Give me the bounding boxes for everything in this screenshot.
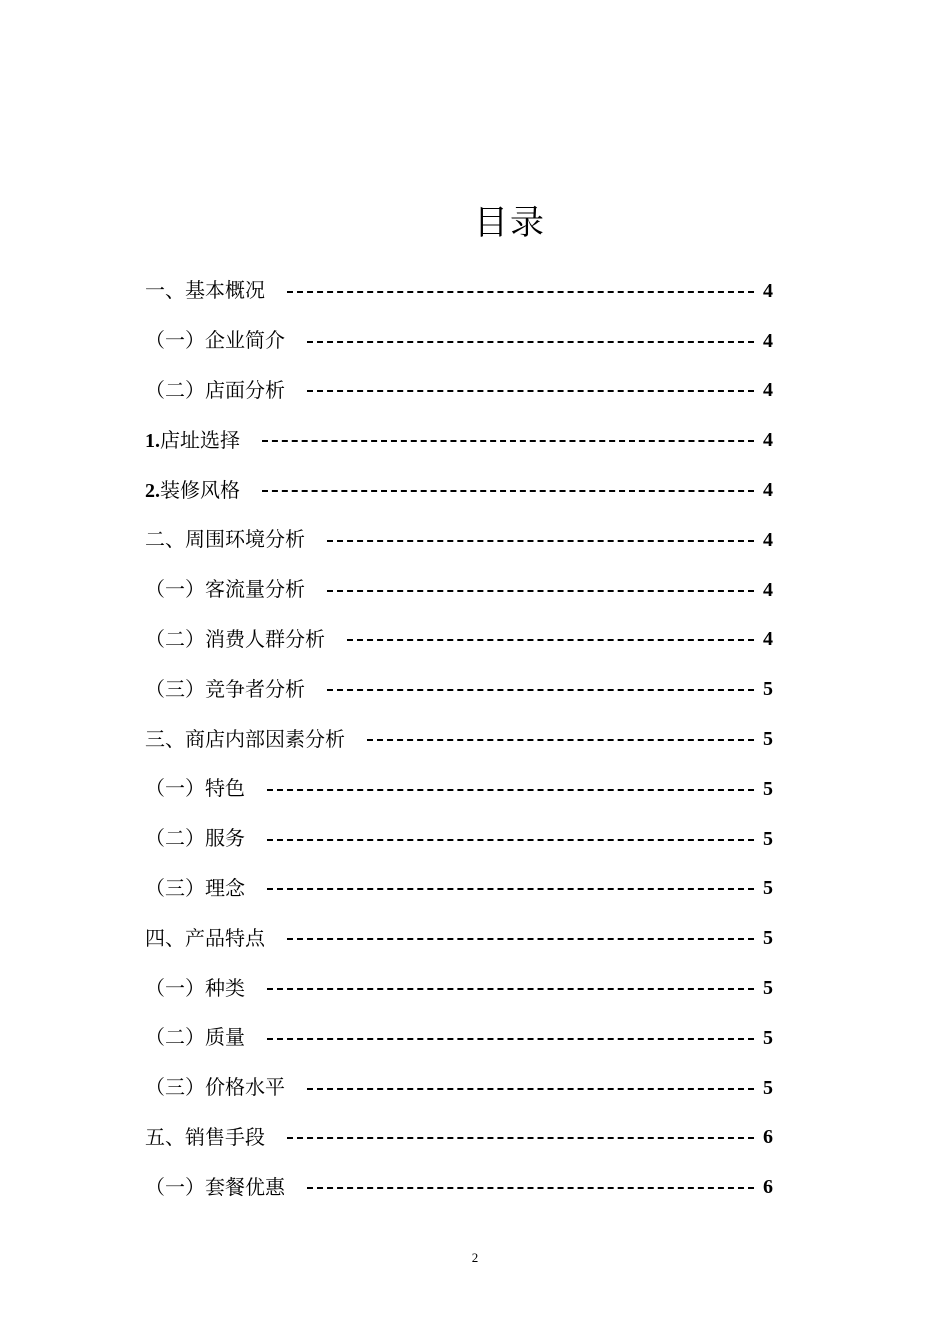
- toc-entry-page: 5: [763, 777, 773, 800]
- toc-entry[interactable]: [145, 415, 773, 465]
- toc-entry-number: 1.: [145, 429, 160, 452]
- toc-entry-label: [145, 876, 267, 901]
- toc-leader: [287, 938, 754, 940]
- toc-entry-page: 6: [763, 1176, 773, 1199]
- toc-entry-label: [145, 378, 307, 403]
- toc-entry-text: 五、销售手段: [145, 1124, 265, 1149]
- toc-entry-text: （三）价格水平: [145, 1075, 285, 1100]
- toc-leader: [327, 590, 754, 592]
- toc-leader: [262, 440, 754, 442]
- toc-entry-text: （一）套餐优惠: [145, 1174, 285, 1199]
- toc-entry[interactable]: [145, 366, 773, 416]
- toc-leader: [307, 390, 754, 392]
- toc-leader: [267, 1038, 754, 1040]
- toc-entry-label: [145, 926, 287, 951]
- toc-entry[interactable]: [145, 266, 773, 316]
- toc-entry-label: [145, 428, 262, 453]
- toc-leader: [327, 540, 754, 542]
- toc-entry-text: 四、产品特点: [145, 925, 265, 950]
- toc-entry-label: [145, 727, 367, 752]
- toc-entry-page: 4: [763, 279, 773, 302]
- toc-entry-page: 4: [763, 429, 773, 452]
- toc-entry[interactable]: [145, 764, 773, 814]
- toc-entry[interactable]: [145, 515, 773, 565]
- toc-entry[interactable]: [145, 814, 773, 864]
- page-number: 2: [471, 1250, 479, 1265]
- toc-entry-label: [145, 478, 262, 503]
- toc-entry-text: 装修风格: [160, 477, 240, 502]
- toc-entry-label: [145, 976, 267, 1001]
- toc-entry-page: 5: [763, 678, 773, 701]
- toc-entry-text: （三）理念: [145, 875, 245, 900]
- toc-entry-label: [145, 328, 307, 353]
- toc-leader: [287, 291, 754, 293]
- toc-leader: [347, 639, 754, 641]
- toc-entry-label: [145, 1025, 267, 1050]
- toc-list: [145, 266, 773, 1212]
- toc-entry-text: （二）店面分析: [145, 377, 285, 402]
- toc-entry-page: 5: [763, 1076, 773, 1099]
- toc-entry-page: 4: [763, 379, 773, 402]
- toc-leader: [307, 1187, 754, 1189]
- toc-entry-text: （一）客流量分析: [145, 577, 305, 602]
- toc-entry-text: 三、商店内部因素分析: [145, 726, 345, 751]
- toc-entry-label: [145, 1175, 307, 1200]
- toc-entry-page: 4: [763, 578, 773, 601]
- toc-entry-label: [145, 826, 267, 851]
- toc-entry-page: 4: [763, 329, 773, 352]
- toc-entry-page: 5: [763, 827, 773, 850]
- toc-leader: [327, 689, 754, 691]
- toc-entry-text: （二）消费人群分析: [145, 626, 325, 651]
- toc-entry-label: [145, 577, 327, 602]
- toc-entry[interactable]: [145, 1113, 773, 1163]
- toc-entry-text: 一、基本概况: [145, 278, 265, 303]
- toc-leader: [307, 341, 754, 343]
- toc-entry-page: 4: [763, 528, 773, 551]
- toc-entry-page: 4: [763, 479, 773, 502]
- toc-entry[interactable]: [145, 316, 773, 366]
- toc-entry-text: （一）特色: [145, 776, 245, 801]
- toc-entry[interactable]: [145, 664, 773, 714]
- toc-entry-text: （二）服务: [145, 826, 245, 851]
- toc-leader: [287, 1137, 754, 1139]
- toc-entry[interactable]: [145, 1063, 773, 1113]
- toc-entry-text: 二、周围环境分析: [145, 527, 305, 552]
- toc-entry[interactable]: [145, 465, 773, 515]
- toc-entry-label: [145, 627, 347, 652]
- toc-entry-label: [145, 527, 327, 552]
- toc-entry-text: （一）种类: [145, 975, 245, 1000]
- toc-entry-page: 5: [763, 728, 773, 751]
- toc-leader: [307, 1088, 754, 1090]
- toc-entry-number: 2.: [145, 479, 160, 502]
- toc-entry[interactable]: [145, 615, 773, 665]
- toc-leader: [367, 739, 754, 741]
- toc-entry[interactable]: [145, 714, 773, 764]
- toc-entry-page: 5: [763, 1026, 773, 1049]
- toc-entry-label: [145, 1125, 287, 1150]
- toc-leader: [267, 888, 754, 890]
- toc-entry-label: [145, 776, 267, 801]
- toc-entry-page: 5: [763, 927, 773, 950]
- toc-entry[interactable]: [145, 963, 773, 1013]
- toc-title: 目录: [474, 203, 546, 243]
- toc-entry[interactable]: [145, 864, 773, 914]
- toc-leader: [267, 789, 754, 791]
- toc-entry-page: 4: [763, 628, 773, 651]
- toc-entry-label: [145, 278, 287, 303]
- toc-entry[interactable]: [145, 1013, 773, 1063]
- toc-entry-label: [145, 1075, 307, 1100]
- toc-entry[interactable]: [145, 1162, 773, 1212]
- toc-entry-label: [145, 677, 327, 702]
- toc-entry[interactable]: [145, 913, 773, 963]
- toc-leader: [262, 490, 754, 492]
- toc-entry-page: 6: [763, 1126, 773, 1149]
- toc-entry-text: （一）企业简介: [145, 328, 285, 353]
- toc-entry-page: 5: [763, 877, 773, 900]
- toc-entry[interactable]: [145, 565, 773, 615]
- toc-entry-text: （二）质量: [145, 1025, 245, 1050]
- toc-entry-text: 店址选择: [160, 427, 240, 452]
- toc-entry-text: （三）竞争者分析: [145, 676, 305, 701]
- toc-leader: [267, 839, 754, 841]
- toc-leader: [267, 988, 754, 990]
- toc-entry-page: 5: [763, 977, 773, 1000]
